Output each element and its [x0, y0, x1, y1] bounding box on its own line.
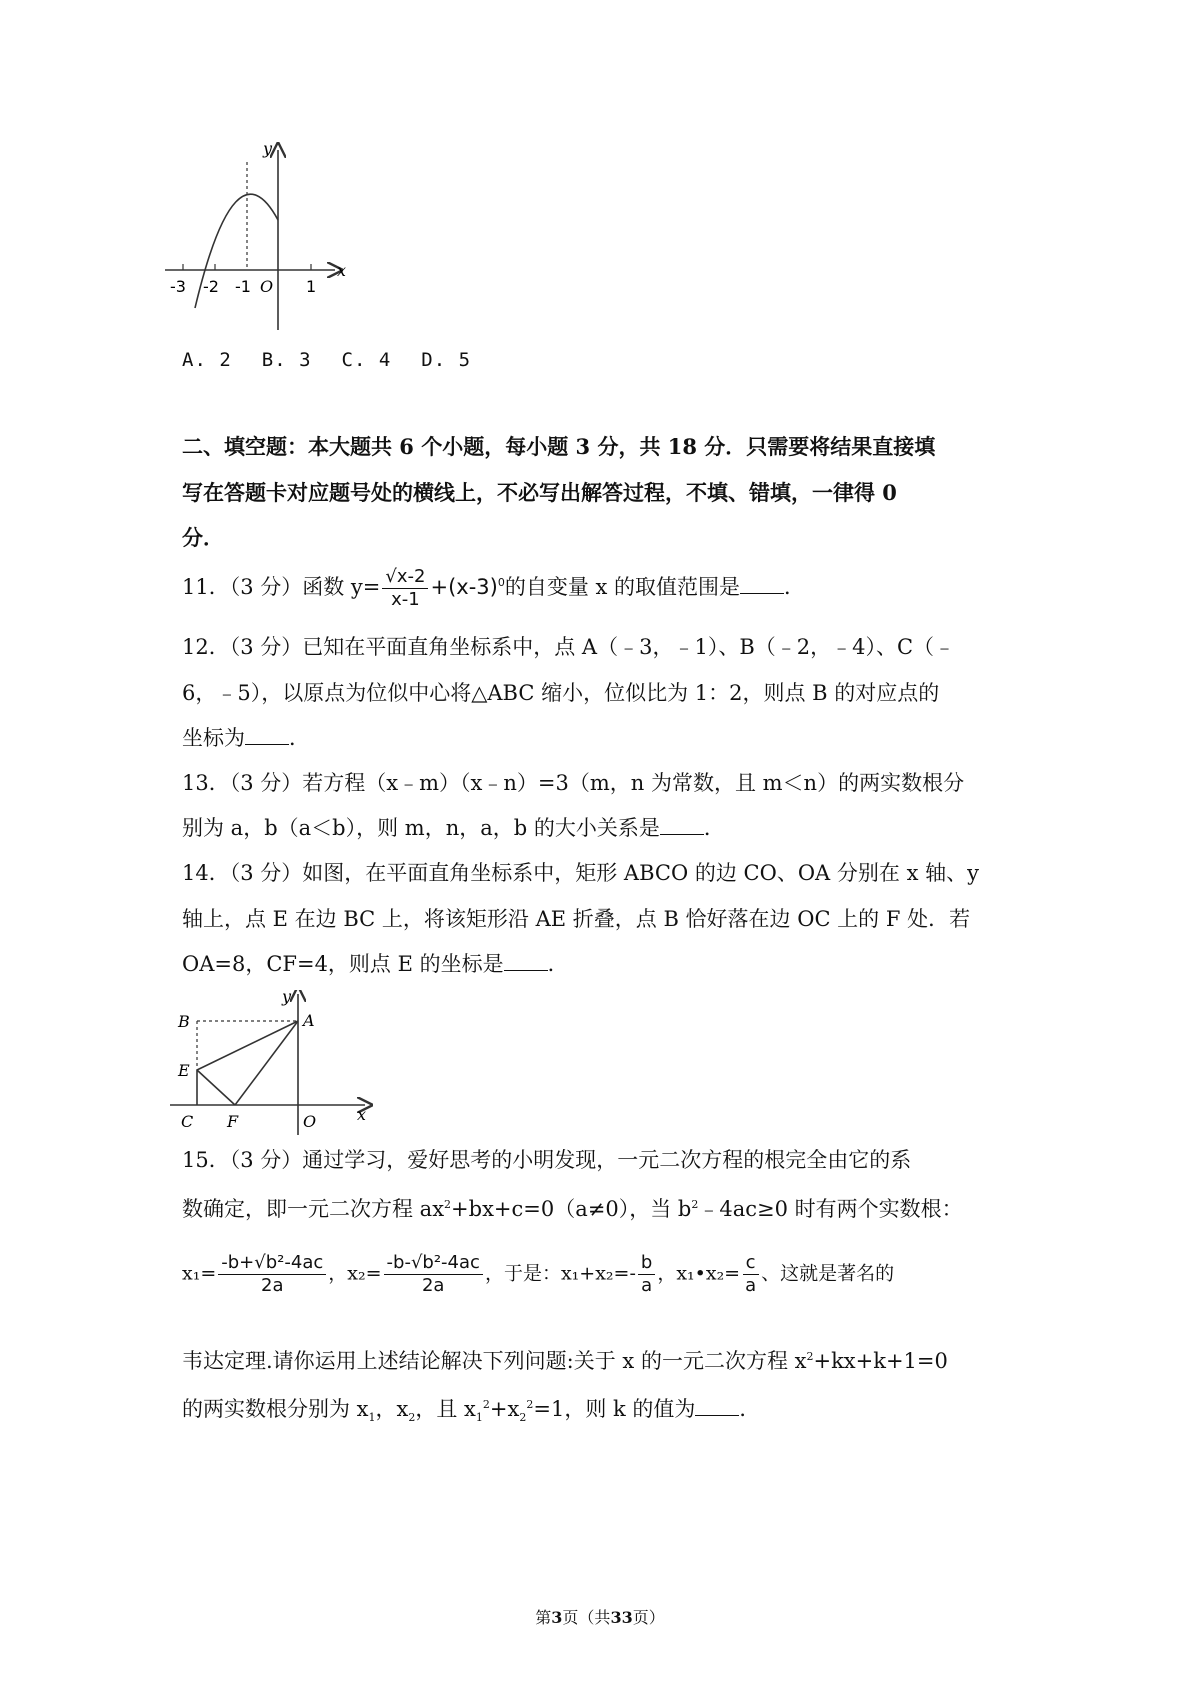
q15-x1-fraction — [218, 1252, 326, 1297]
q15-line3 — [182, 1252, 894, 1297]
q15-prod-text: ，x₁•x₂= — [657, 1262, 741, 1285]
q15-x2-den: 2a — [421, 1275, 445, 1296]
q15-x1-den: 2a — [261, 1275, 284, 1296]
choice-b: B. 3 — [261, 349, 312, 371]
q14-end: ． — [547, 952, 569, 976]
segment-ea — [197, 1021, 298, 1070]
q15-x2-num: -b-√b²-4ac — [384, 1252, 483, 1275]
label-x: x — [357, 1105, 367, 1124]
q15-sub-2b: 2 — [519, 1411, 527, 1425]
page-footer — [0, 1605, 1200, 1628]
q11-mid: +(x-3) — [430, 575, 498, 599]
footer-mid: 页（共 — [562, 1608, 611, 1627]
label-f: F — [227, 1112, 239, 1131]
label-y: y — [282, 990, 292, 1006]
q12-line1: 12．（3 分）已知在平面直角坐标系中，点 A（﹣3，﹣1）、B（﹣2，﹣4）、C（﹣ — [182, 635, 956, 659]
q15-line5-c: ，且 x — [415, 1397, 476, 1421]
origin-label: O — [260, 277, 274, 296]
section2-line2: 写在答题卡对应题号处的横线上，不必写出解答过程，不填、错填，一律得 0 — [182, 480, 897, 505]
q15-line4-a: 韦达定理.请你运用上述结论解决下列问题:关于 x 的一元二次方程 x — [182, 1349, 807, 1373]
q15-x1-label: x₁= — [182, 1262, 217, 1285]
tick-label-minus2: -2 — [203, 277, 219, 296]
q10-choices — [182, 345, 501, 375]
q13-line1: 13．（3 分）若方程（x﹣m）（x﹣n）=3（m，n 为常数，且 m＜n）的两实数根分 — [182, 771, 965, 795]
label-a: A — [303, 1011, 315, 1030]
q15-sum-den: a — [641, 1275, 653, 1296]
rectangle-fold-figure — [165, 990, 385, 1140]
q11-fraction — [382, 566, 428, 611]
q15-line5 — [182, 1390, 760, 1433]
q15-x2-label: ，x₂= — [328, 1262, 382, 1285]
segment-fa — [235, 1021, 298, 1105]
q14-line1: 14．（3 分）如图，在平面直角坐标系中，矩形 ABCO 的边 CO、OA 分别在 x 轴、y — [182, 861, 979, 885]
q15-line2-c: ﹣4ac≥0 时有两个实数根： — [698, 1197, 963, 1221]
q15-answer-blank[interactable] — [695, 1395, 739, 1416]
q15-sq-e: 2 — [526, 1398, 534, 1411]
q15-sum-fraction — [638, 1252, 655, 1297]
tick-label-1: 1 — [306, 277, 317, 296]
q11-suffix: 的自变量 x 的取值范围是 — [504, 575, 741, 599]
q15-prod-fraction — [742, 1252, 759, 1297]
q11-prefix: 11．（3 分）函数 y= — [182, 575, 381, 599]
label-o: O — [303, 1112, 317, 1131]
q15-line2-b: +bx+c=0（a≠0），当 b — [451, 1197, 692, 1221]
q11-exp: 0 — [497, 576, 505, 589]
q15-end: ． — [739, 1397, 761, 1421]
q15-line5-d: +x — [489, 1397, 520, 1421]
q12-line3-text: 坐标为 — [182, 726, 245, 750]
q15-tail: 、这就是著名的 — [761, 1262, 895, 1285]
label-e: E — [178, 1061, 190, 1080]
q14-line2: 轴上，点 E 在边 BC 上，将该矩形沿 AE 折叠，点 B 恰好落在边 OC 上的 F 处．若 — [182, 907, 971, 931]
q15-line2-a: 数确定，即一元二次方程 ax — [182, 1197, 445, 1221]
choice-c: C. 4 — [341, 349, 392, 371]
q15-line5-a: 的两实数根分别为 x — [182, 1397, 369, 1421]
segment-ef — [197, 1070, 235, 1105]
q15-sq-a: 2 — [444, 1198, 452, 1211]
q12-answer-blank[interactable] — [245, 724, 289, 745]
q14-line3 — [182, 949, 569, 979]
q15-sq-c: 2 — [806, 1350, 814, 1363]
q15-sum-text: ，于是：x₁+x₂= — [484, 1262, 630, 1285]
choice-d: D. 5 — [421, 349, 472, 371]
footer-total-pages: 33 — [610, 1608, 633, 1627]
q15-line5-e: =1，则 k 的值为 — [533, 1397, 696, 1421]
y-axis-label: y — [263, 140, 273, 158]
q11-end: ． — [784, 575, 806, 599]
q12-line2: 6，﹣5），以原点为位似中心将△ABC 缩小，位似比为 1：2，则点 B 的对应点的 — [182, 681, 940, 705]
q15-line5-b: ，x — [375, 1397, 409, 1421]
q15-sub-1a: 1 — [368, 1411, 376, 1425]
q15-minus: - — [629, 1262, 636, 1285]
q15-sub-2a: 2 — [408, 1411, 416, 1425]
q15-prod-num: c — [743, 1252, 759, 1275]
tick-label-minus3: -3 — [170, 277, 186, 296]
q15-line2 — [182, 1190, 963, 1224]
q14-answer-blank[interactable] — [504, 950, 548, 971]
q13-end: ． — [703, 816, 725, 840]
q15-sub-1b: 1 — [475, 1411, 483, 1425]
choice-a: A. 2 — [182, 349, 232, 371]
q15-sq-d: 2 — [482, 1398, 490, 1411]
q15-x2-fraction — [384, 1252, 483, 1297]
footer-post: 页） — [632, 1608, 665, 1627]
q11-frac-num: √x-2 — [382, 566, 428, 589]
q12-line3 — [182, 723, 310, 753]
footer-pre: 第 — [535, 1608, 552, 1627]
q13-answer-blank[interactable] — [660, 814, 704, 835]
parabola-graph — [165, 140, 365, 340]
q11-answer-blank[interactable] — [740, 573, 784, 594]
q13-line2 — [182, 813, 725, 843]
section2-line1: 二、填空题：本大题共 6 个小题，每小题 3 分，共 18 分．只需要将结果直接填 — [182, 434, 936, 459]
footer-page-number: 3 — [551, 1608, 563, 1627]
section2-line3: 分． — [182, 525, 224, 550]
tick-label-minus1: -1 — [235, 277, 251, 296]
q12-end: ． — [289, 726, 310, 750]
q15-prod-den: a — [745, 1275, 757, 1296]
q15-sq-b: 2 — [691, 1198, 699, 1211]
q15-x1-num: -b+√b²-4ac — [218, 1252, 326, 1275]
q14-line3-text: OA=8，CF=4，则点 E 的坐标是 — [182, 952, 504, 976]
label-b: B — [178, 1012, 190, 1031]
label-c: C — [181, 1112, 194, 1131]
q13-line2-text: 别为 a，b（a＜b），则 m，n，a，b 的大小关系是 — [182, 816, 660, 840]
q11-frac-den: x-1 — [391, 589, 420, 610]
q11 — [182, 566, 805, 611]
x-axis-label: x — [337, 261, 347, 280]
q15-line4-b: +kx+k+1=0 — [813, 1349, 948, 1373]
q15-line1: 15．（3 分）通过学习，爱好思考的小明发现，一元二次方程的根完全由它的系 — [182, 1148, 912, 1172]
q15-line4 — [182, 1342, 948, 1376]
q15-sum-num: b — [638, 1252, 655, 1275]
